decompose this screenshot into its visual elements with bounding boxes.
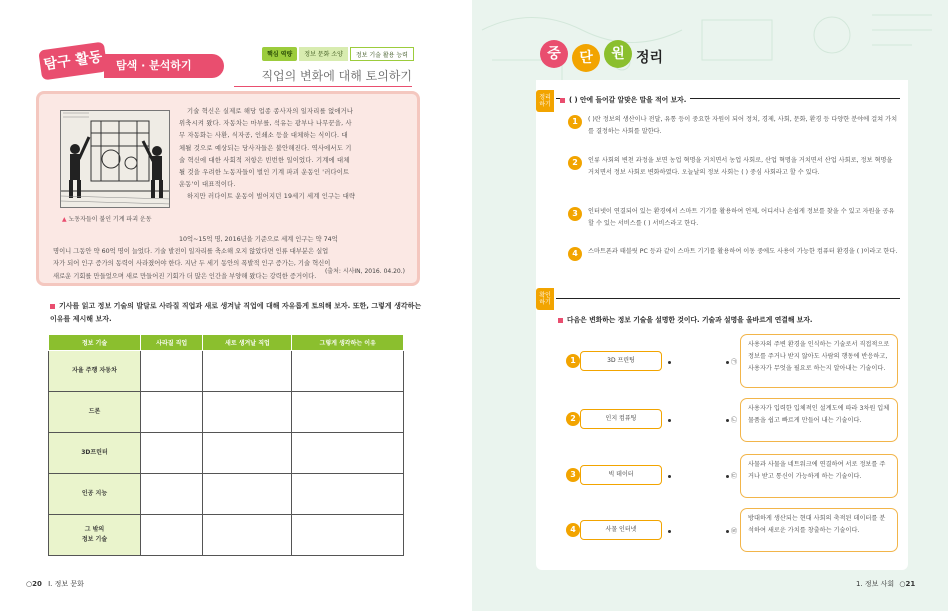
table-header: 그렇게 생각하는 이유 — [292, 335, 404, 351]
answer-cell[interactable] — [292, 392, 404, 433]
fill-blank-item: 스마트폰과 태블릿 PC 등과 같이 스마트 기기를 활용하여 이동 중에도 사용이 가능한 컴퓨터 환경을 ( )이라고 한다. — [588, 248, 898, 255]
article-line: 기술 혁신은 실제로 해당 업종 종사자의 일자리를 없애거나 — [187, 108, 354, 115]
match-dot-right[interactable] — [726, 530, 729, 533]
item-number-1: 1 — [568, 115, 582, 129]
article-box — [36, 91, 420, 286]
item-number-2: 2 — [568, 156, 582, 170]
luddite-engraving-image — [60, 110, 170, 208]
article-line: 하지만 러다이트 운동이 벌어지던 19세기 세계 인구는 대략 — [187, 193, 356, 201]
table-row — [49, 392, 404, 433]
left-page-footer — [26, 579, 84, 589]
answer-cell[interactable] — [292, 515, 404, 556]
article-text — [179, 106, 411, 204]
image-caption — [62, 214, 152, 223]
competency-item: 정보 기술 활용 능력 — [350, 47, 414, 61]
desc-option[interactable]: 사용자의 주변 환경을 인식하는 기술로서 직접적으로 정보를 주거나 받지 않아도 사람의 행동에 반응하고, 사용자가 무엇을 필요로 하는지 알아내는 기술이다. — [740, 334, 898, 388]
tech-option[interactable]: 빅 데이터 — [580, 465, 662, 485]
answer-cell[interactable] — [141, 474, 203, 515]
fill-blank-item: ( )란 정보의 생산이나 전달, 유통 등이 중요한 자원이 되어 정치, 경제, 사회, 문화, 환경 등 다양한 분야에 걸쳐 가치를 결정하는 사회를 말한다. — [588, 116, 898, 136]
tech-number-4: 4 — [566, 523, 580, 537]
instruction-text: 다음은 변화하는 정보 기술을 설명한 것이다. 기술과 설명을 올바르게 연결해 보자. — [567, 316, 813, 324]
section-tag-check: 확인 하기 — [536, 288, 554, 310]
answer-cell[interactable] — [292, 474, 404, 515]
article-line: 위축시켜 왔다. 자동차는 마부를, 석유는 광부나 나무꾼을, 사 — [179, 120, 352, 128]
match-dot-left[interactable] — [668, 419, 671, 422]
answer-cell[interactable] — [203, 433, 292, 474]
answer-cell[interactable] — [292, 433, 404, 474]
answer-cell[interactable] — [203, 515, 292, 556]
table-header: 정보 기술 — [49, 335, 141, 351]
desc-mark: ㉢ — [731, 473, 738, 480]
page-number: 21 — [905, 580, 916, 588]
activity-subtitle: 탐색 · 분석하기 — [104, 54, 224, 78]
article-line: 명이니 그동안 약 60억 명이 늘었다. 기술 발전이 일자리를 축소해 오지 않았다면 인류 대부분은 실업 — [53, 248, 329, 256]
answer-cell[interactable] — [203, 351, 292, 392]
desc-mark: ㉣ — [731, 528, 738, 535]
article-line: 10억~15억 명, 2016년을 기준으로 세계 인구는 약 74억 — [179, 236, 338, 243]
table-row — [49, 351, 404, 392]
table-row — [49, 433, 404, 474]
item-number-3: 3 — [568, 207, 582, 221]
article-line: 체될 것으로 예상되는 당사자들은 불안해진다. 역사에서도 기 — [179, 144, 352, 152]
page-circle-icon: ○ — [26, 580, 33, 588]
row-tech-label: 3D프린터 — [49, 433, 141, 474]
tech-number-3: 3 — [566, 468, 580, 482]
competency-item: 정보 문화 소양 — [299, 47, 348, 61]
match-dot-right[interactable] — [726, 361, 729, 364]
match-dot-right[interactable] — [726, 419, 729, 422]
row-tech-label: 드론 — [49, 392, 141, 433]
caption-text: 노동자들이 불인 기계 파괴 운동 — [68, 216, 152, 223]
title-char: 원 — [604, 40, 632, 68]
section2-instruction — [558, 314, 813, 324]
discussion-question — [50, 300, 422, 326]
bullet-square-icon — [560, 98, 565, 103]
answer-cell[interactable] — [292, 351, 404, 392]
article-source: (출처: 시사IN, 2016. 04.20.) — [324, 268, 405, 275]
article-text-continued — [53, 234, 409, 283]
answer-cell[interactable] — [141, 515, 203, 556]
page-title: 직업의 변화에 대해 토의하기 — [234, 67, 412, 87]
caption-triangle-icon: ▲ — [62, 216, 67, 223]
answer-cell[interactable] — [203, 392, 292, 433]
answer-cell[interactable] — [141, 392, 203, 433]
instruction-text: ( ) 안에 들어갈 알맞은 말을 적어 보자. — [569, 96, 687, 104]
table-header: 새로 생겨날 직업 — [203, 335, 292, 351]
page-circle-icon: ○ — [899, 580, 906, 588]
summary-title: 정리 — [636, 50, 664, 66]
section-divider — [556, 298, 900, 299]
row-tech-label: 그 밖의 정보 기술 — [49, 515, 141, 556]
desc-option[interactable]: 방대하게 생산되는 현대 사회의 축적된 데이터를 분석하여 새로운 가치를 창출하는 기술이다. — [740, 508, 898, 552]
desc-option[interactable]: 사용자가 입력한 입체적인 설계도에 따라 3차원 입체 물품을 쉽고 빠르게 만들어 내는 기술이다. — [740, 398, 898, 442]
article-line: 새로운 기회를 만들었으며 새로 만들어진 기회가 더 많은 인간을 부양해 왔다는 강력한 증거이다. — [53, 272, 317, 280]
fill-blank-item: 인터넷이 연결되어 있는 환경에서 스마트 기기를 활용하여 언제, 어디서나 손쉽게 정보를 찾을 수 있고 자원을 공유할 수 있는 서비스를 ( ) 서비스라고 한다. — [588, 208, 895, 228]
answer-cell[interactable] — [141, 351, 203, 392]
article-line: 자가 되어 인구 증가의 동력이 사라졌어야 한다. 지난 두 세기 동안의 폭발적 인구 증가는, 기술 혁신이 — [53, 260, 331, 268]
item-number-4: 4 — [568, 247, 582, 261]
bullet-square-icon — [50, 304, 55, 309]
page-number: 20 — [32, 580, 42, 588]
article-line: 될 것을 우려한 노동자들이 벌인 기계 파괴 운동인 '러다이트 — [179, 169, 350, 177]
match-dot-left[interactable] — [668, 475, 671, 478]
answer-cell[interactable] — [141, 433, 203, 474]
title-char: 중 — [540, 40, 568, 68]
unit-label: 1. 정보 사회 — [856, 580, 895, 588]
answer-cell[interactable] — [203, 474, 292, 515]
activity-badge: 탐구 활동 — [38, 42, 108, 81]
table-row — [49, 515, 404, 556]
match-dot-left[interactable] — [668, 530, 671, 533]
title-char: 단 — [572, 44, 600, 72]
bullet-square-icon — [558, 318, 563, 323]
tech-number-1: 1 — [566, 354, 580, 368]
right-page-footer — [856, 579, 915, 589]
desc-mark: ㉡ — [731, 417, 738, 424]
table-header: 사라질 직업 — [141, 335, 203, 351]
table-row — [49, 474, 404, 515]
article-line: 운동'이 대표적이다. — [179, 181, 236, 189]
unit-label: Ⅰ. 정보 문화 — [48, 580, 84, 588]
match-dot-left[interactable] — [668, 361, 671, 364]
left-page — [0, 0, 466, 611]
row-tech-label: 인공 지능 — [49, 474, 141, 515]
job-change-table — [48, 334, 404, 556]
desc-option[interactable]: 사물과 사물을 네트워크에 연결하여 서로 정보를 주거나 받고 통신이 가능하게 하는 기술이다. — [740, 454, 898, 498]
section1-instruction — [560, 94, 690, 104]
desc-mark: ㉠ — [731, 359, 738, 366]
tech-option[interactable]: 3D 프린팅 — [580, 351, 662, 371]
article-line: 술 혁신에 대한 사회적 저항은 빈번한 일이었다. 기계에 대체 — [179, 156, 350, 164]
tech-option[interactable]: 인지 컴퓨팅 — [580, 409, 662, 429]
fill-blank-item: 인류 사회의 변천 과정을 보면 농업 혁명을 거치면서 농업 사회로, 산업 혁명을 거치면서 산업 사회로, 정보 혁명을 거치면서 정보 사회로 변화하였다. 오늘날의 정보 사회는 ( ) 중심 사회라고 할 수 있다. — [588, 157, 893, 177]
competency-label: 핵심 역량 — [262, 47, 297, 61]
tech-option[interactable]: 사물 인터넷 — [580, 520, 662, 540]
question-text: 기사를 읽고 정보 기술의 발달로 사라질 직업과 새로 생겨날 직업에 대해 자유롭게 토의해 보자. 또한, 그렇게 생각하는 이유를 제시해 보자. — [50, 302, 422, 323]
section-tag-summarize: 정리 하기 — [536, 90, 554, 112]
tech-number-2: 2 — [566, 412, 580, 426]
table-header-row — [49, 335, 404, 351]
competency-strip — [262, 47, 414, 61]
article-line: 무 자동화는 사환, 식자공, 인쇄소 등을 대체하는 식이다. 대 — [179, 132, 348, 140]
match-dot-right[interactable] — [726, 475, 729, 478]
row-tech-label: 자율 주행 자동차 — [49, 351, 141, 392]
